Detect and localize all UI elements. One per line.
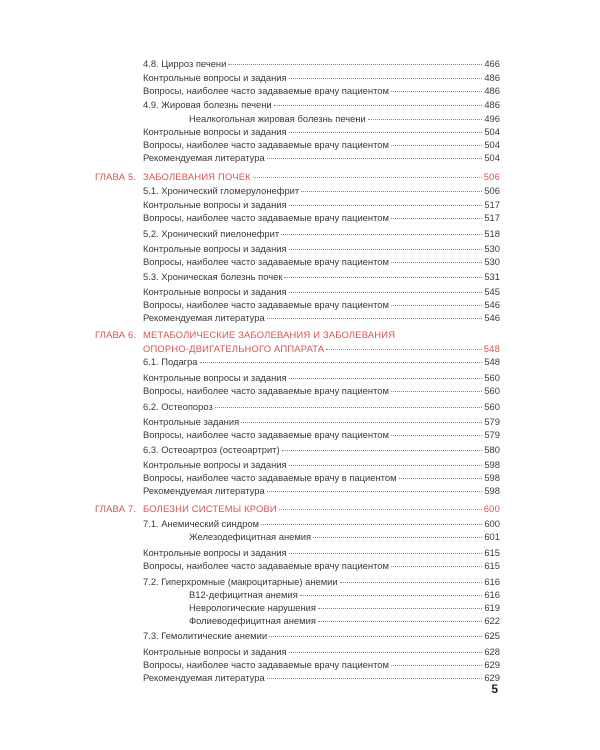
dot-leader [261, 524, 482, 525]
page-ref: 560 [484, 401, 500, 412]
page-ref: 466 [484, 58, 500, 69]
toc-entry[interactable] [143, 559, 500, 572]
page-ref: 548 [483, 343, 500, 354]
entry-title: B12-дефицитная анемия [189, 589, 298, 600]
entry-title: Рекомендуемая литература [143, 312, 265, 323]
page-ref: 629 [484, 672, 500, 683]
toc-entry[interactable] [143, 458, 500, 471]
entry-title: Рекомендуемая литература [143, 672, 265, 683]
entry-title: Вопросы, наиболее часто задаваемые врачу в пациентом [143, 472, 397, 483]
dot-leader [289, 132, 483, 133]
dot-leader [200, 362, 483, 363]
page-ref: 616 [484, 589, 500, 600]
dot-leader [267, 318, 483, 319]
entry-title: 7.2. Гиперхромные (макроцитарные) анемии [143, 576, 338, 587]
entry-title: Железодефицитная анемия [189, 531, 312, 542]
page-ref: 530 [484, 256, 500, 267]
entry-title: Вопросы, наиболее часто задаваемые врачу пациентом [143, 85, 389, 96]
dot-leader [284, 277, 482, 278]
page-ref: 601 [484, 531, 500, 542]
toc-entry[interactable] [143, 98, 500, 111]
toc-entry[interactable] [143, 629, 500, 642]
dot-leader [391, 566, 482, 567]
chapter-entry[interactable] [143, 342, 500, 355]
dot-leader [391, 391, 482, 392]
page-ref: 548 [484, 356, 500, 367]
entry-title: 6.1. Подагра [143, 356, 198, 367]
page-ref: 504 [484, 152, 500, 163]
entry-title: 7.3. Гемолитические анемии [143, 630, 268, 641]
toc-entry[interactable] [143, 471, 500, 484]
entry-title: Контрольные задания [143, 416, 240, 427]
toc-entry[interactable] [143, 242, 500, 255]
toc-entry[interactable] [143, 484, 500, 497]
page-ref: 506 [484, 185, 500, 196]
entry-title: Контрольные вопросы и задания [143, 243, 287, 254]
toc-entry[interactable] [143, 57, 500, 70]
dot-leader [391, 145, 482, 146]
toc-entry[interactable] [143, 443, 500, 456]
page-ref: 560 [484, 385, 500, 396]
entry-title: Рекомендуемая литература [143, 485, 265, 496]
toc-entry[interactable] [143, 84, 500, 97]
page-ref: 598 [484, 472, 500, 483]
chapter-title: ОПОРНО-ДВИГАТЕЛЬНОГО АППАРАТА [143, 343, 325, 354]
entry-title: 6.3. Остеоартроз (остеоартрит) [143, 444, 280, 455]
toc-entry[interactable] [143, 138, 500, 151]
page-ref: 625 [484, 630, 500, 641]
entry-title: 6.2. Остеопороз [143, 401, 213, 412]
dot-leader [253, 177, 482, 178]
dot-leader [313, 537, 482, 538]
page-ref: 616 [484, 576, 500, 587]
page-ref: 622 [484, 615, 500, 626]
toc-entry[interactable] [143, 211, 500, 224]
dot-leader [399, 478, 483, 479]
toc-entry[interactable] [143, 151, 500, 164]
page-ref: 506 [483, 171, 500, 182]
entry-title: Контрольные вопросы и задания [143, 126, 287, 137]
entry-title: 5.2. Хронический пиелонефрит [143, 228, 280, 239]
entry-title: Вопросы, наиболее часто задаваемые врачу пациентом [143, 256, 389, 267]
page-ref: 531 [484, 271, 500, 282]
page-ref: 600 [484, 518, 500, 529]
dot-leader [318, 621, 482, 622]
toc-entry[interactable] [143, 270, 500, 283]
entry-title: Контрольные вопросы и задания [143, 199, 287, 210]
toc-entry[interactable] [143, 298, 500, 311]
entry-title: Контрольные вопросы и задания [143, 646, 287, 657]
page-ref: 504 [484, 139, 500, 150]
entry-title: Вопросы, наиболее часто задаваемые врачу пациентом [143, 429, 389, 440]
dot-leader [391, 665, 482, 666]
dot-leader [289, 553, 483, 554]
entry-title: 5.1. Хронический гломерулонефрит [143, 185, 300, 196]
toc-entry[interactable] [143, 227, 500, 240]
page-ref: 518 [484, 228, 500, 239]
page-ref: 615 [484, 560, 500, 571]
entry-title: Контрольные вопросы и задания [143, 72, 287, 83]
dot-leader [267, 491, 483, 492]
page-ref: 517 [484, 199, 500, 210]
dot-leader [301, 191, 482, 192]
toc-entry[interactable] [189, 601, 500, 614]
chapter-number: ГЛАВА 6. [95, 329, 137, 340]
toc-entry[interactable] [189, 112, 500, 125]
entry-title: Контрольные вопросы и задания [143, 547, 287, 558]
toc-entry[interactable] [143, 658, 500, 671]
dot-leader [289, 378, 483, 379]
dot-leader [391, 91, 482, 92]
dot-leader [282, 450, 483, 451]
page-ref: 517 [484, 212, 500, 223]
entry-title: Неалкогольная жировая болезнь печени [189, 113, 366, 124]
entry-title: Рекомендуемая литература [143, 152, 265, 163]
dot-leader [300, 595, 483, 596]
dot-leader [289, 249, 483, 250]
toc-entry[interactable] [143, 415, 500, 428]
toc-entry[interactable] [143, 371, 500, 384]
toc-entry[interactable] [143, 575, 500, 588]
page-ref: 628 [484, 646, 500, 657]
toc-entry[interactable] [189, 588, 500, 601]
dot-leader [391, 262, 482, 263]
page-ref: 530 [484, 243, 500, 254]
page-ref: 580 [484, 444, 500, 455]
dot-leader [318, 608, 482, 609]
page-ref: 629 [484, 659, 500, 670]
page-ref: 598 [484, 485, 500, 496]
page-ref: 600 [483, 503, 500, 514]
dot-leader [279, 509, 482, 510]
dot-leader [326, 349, 481, 350]
dot-leader [267, 678, 483, 679]
toc-entry[interactable] [143, 384, 500, 397]
toc-entry[interactable] [143, 311, 500, 324]
entry-title: Фолиеводефицитная анемия [189, 615, 316, 626]
chapter-entry[interactable] [143, 170, 500, 183]
dot-leader [391, 435, 482, 436]
entry-title: Вопросы, наиболее часто задаваемые врачу пациентом [143, 212, 389, 223]
toc-entry[interactable] [143, 645, 500, 658]
dot-leader [289, 205, 483, 206]
toc-entry[interactable] [189, 614, 500, 627]
page-ref: 615 [484, 547, 500, 558]
dot-leader [391, 218, 482, 219]
toc-entry[interactable] [143, 255, 500, 268]
page-number: 5 [491, 682, 498, 696]
entry-title: Контрольные вопросы и задания [143, 459, 287, 470]
entry-title: Вопросы, наиболее часто задаваемые врачу пациентом [143, 560, 389, 571]
chapter-title: МЕТАБОЛИЧЕСКИЕ ЗАБОЛЕВАНИЯ И ЗАБОЛЕВАНИЯ [143, 329, 396, 340]
page-ref: 619 [484, 602, 500, 613]
dot-leader [289, 292, 483, 293]
dot-leader [368, 119, 483, 120]
dot-leader [289, 652, 483, 653]
page-ref: 504 [484, 126, 500, 137]
toc-entry[interactable] [143, 198, 500, 211]
entry-title: Неврологические нарушения [189, 602, 316, 613]
entry-title: Контрольные вопросы и задания [143, 286, 287, 297]
page-ref: 496 [484, 113, 500, 124]
dot-leader [289, 465, 483, 466]
dot-leader [274, 105, 483, 106]
dot-leader [241, 422, 482, 423]
entry-title: Вопросы, наиболее часто задаваемые врачу пациентом [143, 139, 389, 150]
page-ref: 546 [484, 312, 500, 323]
page-ref: 579 [484, 416, 500, 427]
toc-entry[interactable] [143, 184, 500, 197]
toc-entry[interactable] [143, 400, 500, 413]
page-ref: 486 [484, 72, 500, 83]
dot-leader [391, 305, 482, 306]
toc-entry[interactable] [143, 546, 500, 559]
entry-title: 5.3. Хроническая болезнь почек [143, 271, 283, 282]
toc-entry[interactable] [143, 671, 500, 684]
entry-title: 7.1. Анемический синдром [143, 518, 259, 529]
page-ref: 598 [484, 459, 500, 470]
entry-title: Контрольные вопросы и задания [143, 372, 287, 383]
entry-title: Вопросы, наиболее часто задаваемые врачу пациентом [143, 385, 389, 396]
toc-entry[interactable] [143, 71, 500, 84]
dot-leader [215, 407, 483, 408]
dot-leader [228, 64, 482, 65]
entry-title: 4.8. Цирроз печени [143, 58, 227, 69]
dot-leader [281, 234, 482, 235]
toc-entry[interactable] [143, 355, 500, 368]
page-ref: 486 [484, 85, 500, 96]
dot-leader [340, 582, 483, 583]
toc-entry[interactable] [143, 285, 500, 298]
toc-entry[interactable] [143, 517, 500, 530]
chapter-entry[interactable] [143, 502, 500, 515]
entry-title: Вопросы, наиболее часто задаваемые врачу пациентом [143, 659, 389, 670]
dot-leader [269, 636, 482, 637]
toc-entry[interactable] [189, 530, 500, 543]
chapter-title: БОЛЕЗНИ СИСТЕМЫ КРОВИ [143, 503, 277, 514]
chapter-title: ЗАБОЛЕВАНИЯ ПОЧЕК [143, 171, 251, 182]
page-ref: 560 [484, 372, 500, 383]
chapter-number: ГЛАВА 7. [95, 503, 137, 514]
page-ref: 546 [484, 299, 500, 310]
toc-entry[interactable] [143, 428, 500, 441]
page-ref: 486 [484, 99, 500, 110]
dot-leader [289, 78, 483, 79]
page-ref: 579 [484, 429, 500, 440]
page-ref: 545 [484, 286, 500, 297]
chapter-number: ГЛАВА 5. [95, 171, 137, 182]
entry-title: Вопросы, наиболее часто задаваемые врачу пациентом [143, 299, 389, 310]
toc-entry[interactable] [143, 125, 500, 138]
entry-title: 4.9. Жировая болезнь печени [143, 99, 272, 110]
dot-leader [267, 158, 483, 159]
